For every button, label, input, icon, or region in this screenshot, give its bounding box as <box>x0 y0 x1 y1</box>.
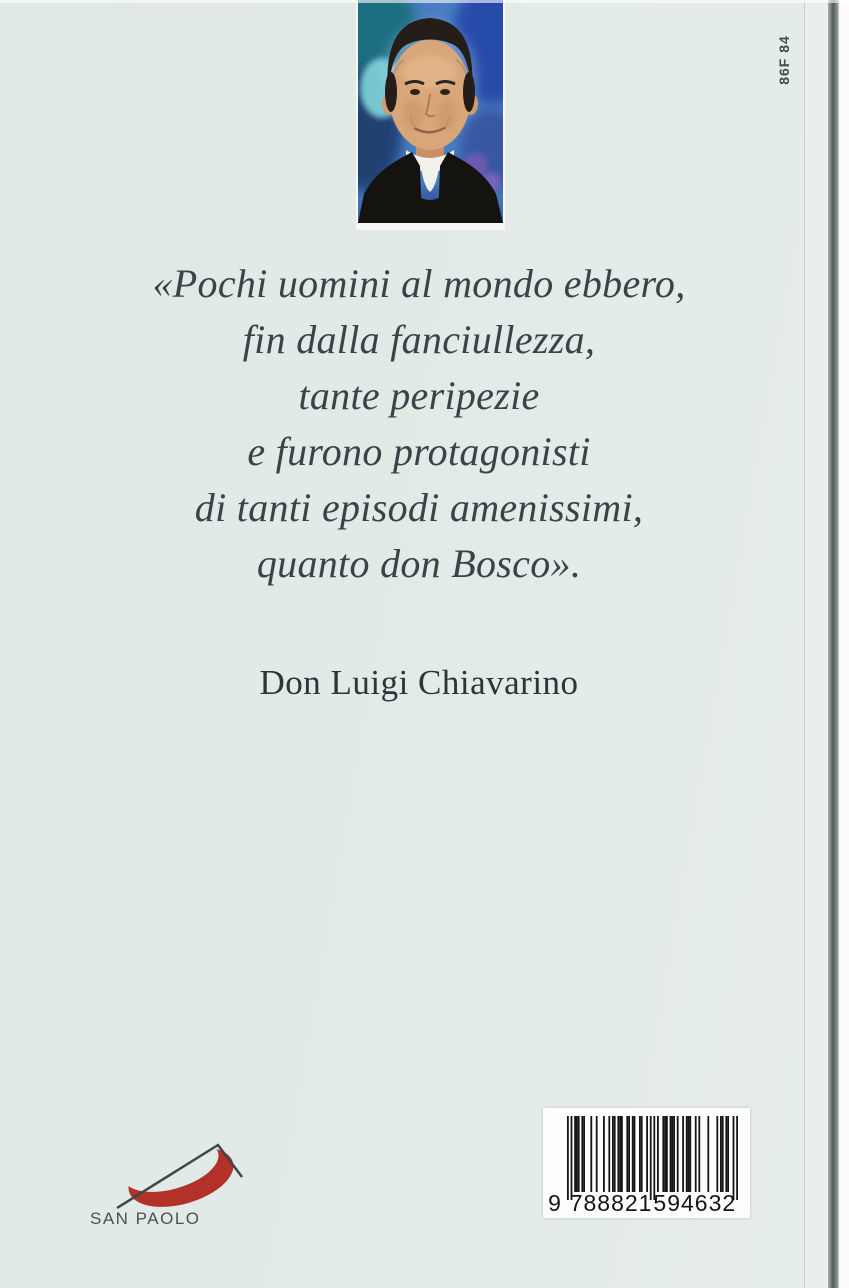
publisher-name: SAN PAOLO <box>90 1209 201 1228</box>
author-name: Don Luigi Chiavarino <box>259 663 579 702</box>
don-bosco-portrait-image <box>358 0 503 223</box>
book-page-edge <box>804 0 829 1288</box>
quote-line: e furono protagonisti <box>247 429 591 474</box>
svg-text:9: 9 <box>548 1190 562 1216</box>
quote-block <box>0 256 838 592</box>
san-paolo-swoosh-icon <box>88 1133 253 1211</box>
quote-line: quanto don Bosco». <box>256 541 582 586</box>
quote-line: fin dalla fanciullezza, <box>242 317 596 362</box>
barcode <box>543 1108 750 1218</box>
photo-top-edge <box>0 0 849 3</box>
svg-text:594632: 594632 <box>653 1190 737 1216</box>
svg-text:788821: 788821 <box>569 1190 653 1216</box>
book-cover-edge-shadow <box>828 0 839 1288</box>
quote-line: di tanti episodi amenissimi, <box>194 485 644 530</box>
imprint-code: 86F 84 <box>776 35 792 85</box>
photo-background <box>839 0 849 1288</box>
publisher-logo <box>88 1133 253 1233</box>
quote-line: «Pochi uomini al mondo ebbero, <box>152 261 686 306</box>
quote-line: tante peripezie <box>298 373 540 418</box>
don-bosco-portrait <box>356 0 505 230</box>
ean13-barcode <box>543 1108 750 1218</box>
